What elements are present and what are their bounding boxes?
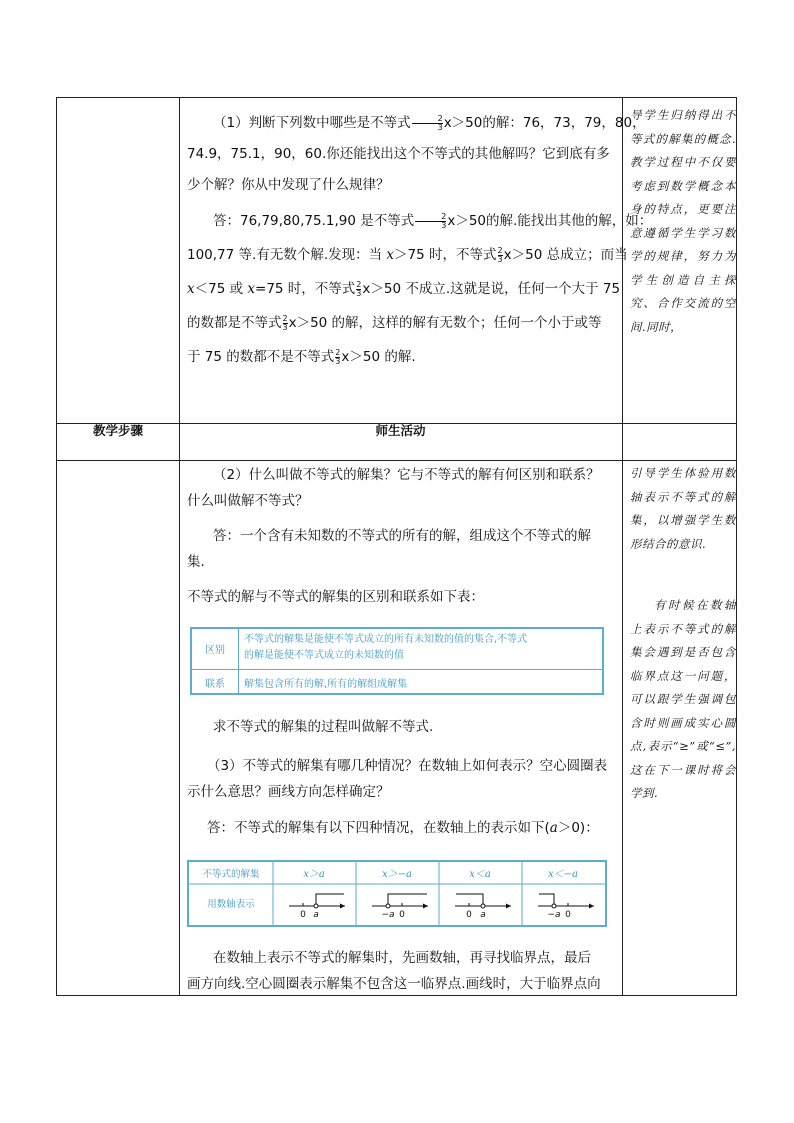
comparison-table [190,627,604,695]
frac-den: 3 [437,122,443,132]
q2-line-2: 什么叫做解不等式？ [187,493,309,509]
q1-line-2: 74.9，75.1，90，60.你还能找出这个不等式的其他解吗？它到底有多 [187,146,610,162]
frac-num: 2 [356,279,362,289]
cmp-row-divider [192,669,602,670]
q3-line-1: （3）不等式的解集有哪几种情况？在数轴上如何表示？空心圆圈表 [207,758,608,774]
link-text: 解集包含所有的解,所有的解组成解集 [244,679,408,690]
label-neg-a: −a [547,910,561,920]
column-divider-1 [179,98,180,995]
axis-arrow [589,904,594,909]
para-line-2: 画方向线.空心圆圈表示解集不包含这一临界点.画线时，大于临界点向 [187,976,601,992]
q3-line-2: 示什么意思？画线方向怎样确定？ [187,784,390,800]
label-a: a [480,910,486,920]
axis-arrow [506,904,511,909]
fraction [498,247,503,264]
q1-line-3: 少个解？你从中发现了什么规律？ [187,177,390,193]
ans1-line-2a: 100,77 等.有无数个解.发现：当 [187,247,387,263]
answer-3 [187,815,627,841]
label-zero: 0 [565,910,571,920]
fraction [335,349,340,366]
frac-num: 2 [497,245,503,255]
var-x: x [187,281,195,297]
number-line-case-4 [538,894,594,920]
var-x: x [247,281,256,297]
teaching-note-1: 导学生归纳得出不等式的解集的概念.教学过程中不仅要考虑到数学概念本身的特点，更要注意遵循学生学习数学的规律，努力为学生创造自主探究、合作交流的空间.同时， [630,108,736,334]
header-teaching-step: 教学步骤 [92,423,143,438]
ans1-line-1-tail: x＞50的解.能找出其他的解，如： [447,213,653,229]
frac-num: 2 [282,313,288,323]
axis-arrow [340,904,345,909]
solve-definition: 求不等式的解集的过程叫做解不等式. [213,719,434,735]
teaching-note-3: 有时候在数轴上表示不等式的解集会遇到是否包含临界点这一问题，可以跟学生强调包含时则画成实心圆点,表示“≥”或“≤”,这在下一课时将会学到. [630,598,736,800]
case-2: x＞−a [382,869,412,880]
ans1-line-1: 答：76,79,80,75.1,90 是不等式 [213,213,415,229]
ans1-line-5b: x＞50 的解. [341,349,416,365]
number-line-table-svg [189,862,605,925]
ans1-line-4b: x＞50 的解，这样的解有无数个；任何一个小于或等 [288,315,602,331]
lesson-table [56,97,737,996]
ans2-line-1: 答：一个含有未知数的不等式的所有的解，组成这个不等式的解 [213,528,591,544]
question-3 [187,753,627,805]
open-circle [481,904,485,908]
fraction [415,213,446,230]
diff-label: 区别 [205,645,225,656]
frac-num: 2 [335,347,341,357]
number-line-case-2 [372,894,428,920]
label-a: a [313,910,319,920]
case-1: x＞a [303,869,325,880]
ans1-line-3c: x＞50 不成立.这就是说，任何一个大于 75 [362,281,621,297]
question-2 [187,462,627,514]
ans3-text: 答：不等式的解集有以下四种情况，在数轴上的表示如下( [207,820,550,836]
frac-den: 3 [441,220,447,230]
fraction [283,315,288,332]
label-zero: 0 [300,910,306,920]
ans1-line-2b: ＞75 时，不等式 [394,247,497,263]
frac-den: 3 [335,356,341,366]
fraction [356,281,361,298]
direction-line [388,894,427,906]
axis-arrow [423,904,428,909]
direction-line [539,894,554,906]
direction-line [316,894,344,906]
var-x: x [386,247,395,263]
row-divider-2 [57,460,736,461]
cmp-col-divider [238,629,239,693]
ans2-line-2: 集. [187,554,205,570]
case-3: x＜a [469,869,491,880]
answer-1 [187,204,653,374]
number-line-case-1 [289,894,345,920]
axis-header: 用数轴表示 [207,899,255,910]
ans1-line-2c: x＞50 总成立；而当 [503,247,628,263]
frac-den: 3 [282,322,288,332]
open-circle [552,904,556,908]
q1-line-1-tail: x＞50的解：76，73，79，80， [443,115,646,131]
table-intro: 不等式的解与不等式的解集的区别和联系如下表： [187,589,484,605]
question-1 [187,108,646,201]
answer-2 [187,523,627,575]
diff-text-1: 不等式的解集是能使不等式成立的所有未知数的值的集合,不等式 [244,634,528,645]
frac-num: 2 [415,213,446,222]
q2-line-1: （2）什么叫做不等式的解集？它与不等式的解有何区别和联系？ [213,467,600,483]
case-4: x＜−a [548,869,578,880]
ans1-line-4a: 的数都是不等式 [187,315,282,331]
frac-num: 2 [412,115,443,124]
open-circle [386,904,390,908]
closing-paragraph [187,945,627,997]
q1-line-1: （1）判断下列数中哪些是不等式 [213,115,411,131]
diff-text-2: 的解是能使不等式成立的未知数的值 [244,650,404,661]
ans1-line-5a: 于 75 的数都不是不等式 [187,349,335,365]
number-line-case-3 [455,894,511,920]
fraction [412,115,443,132]
label-zero: 0 [399,910,405,920]
var-a: a [549,820,558,836]
set-header: 不等式的解集 [202,869,260,880]
header-activity: 师生活动 [375,423,426,438]
teaching-note-2: 引导学生体验用数轴表示不等式的解集，以增强学生数形结合的意识. [630,466,736,551]
ans3-tail: ＞0)： [557,820,599,836]
para-line-1: 在数轴上表示不等式的解集时，先画数轴，再寻找临界点，最后 [213,950,591,966]
frac-den: 3 [497,254,503,264]
ans1-line-3b: =75 时，不等式 [255,281,356,297]
frac-den: 3 [356,288,362,298]
ans1-line-3a: ＜75 或 [194,281,248,297]
link-label: 联系 [205,679,225,690]
diff-text [244,632,527,664]
label-zero: 0 [466,910,472,920]
label-neg-a: −a [381,910,395,920]
open-circle [314,904,318,908]
solution-set-table [187,860,607,927]
